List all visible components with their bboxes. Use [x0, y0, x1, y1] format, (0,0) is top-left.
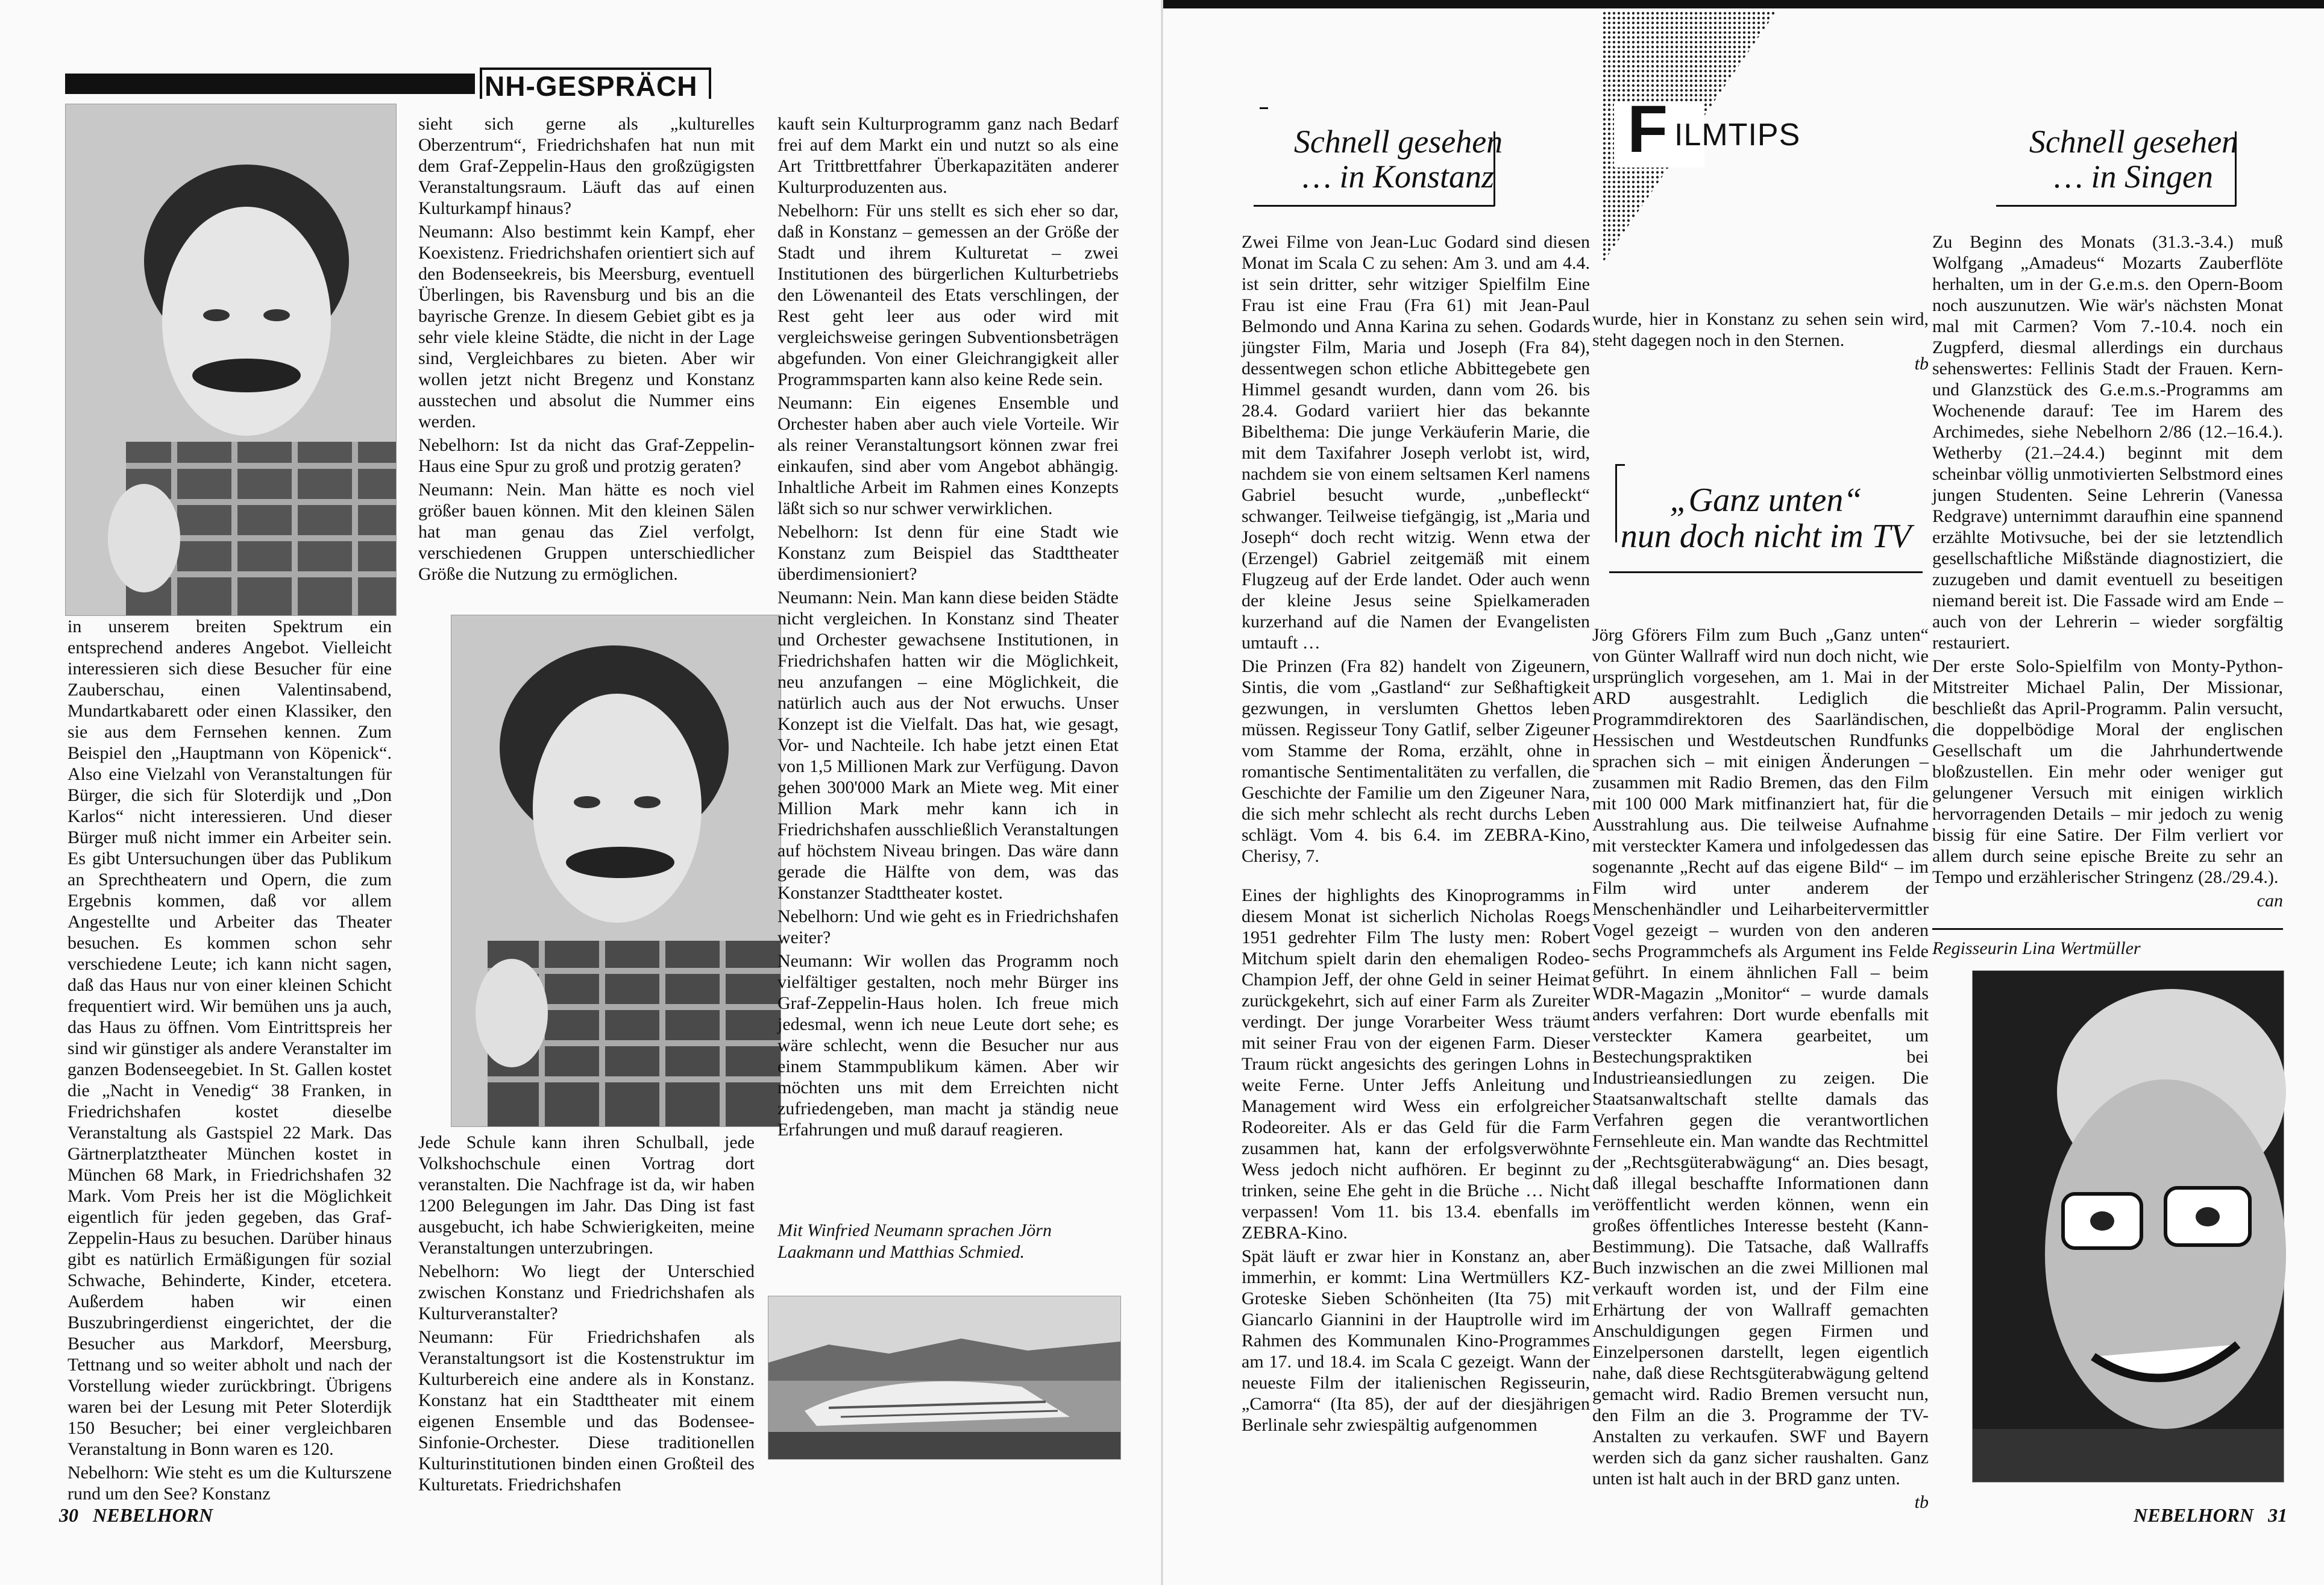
- wertmueller-photo-image: [1973, 971, 2284, 1482]
- top-edge-bar: [1163, 0, 2324, 8]
- portrait-photo-bottom-image: [451, 615, 780, 1126]
- paragraph: Neumann: Für Friedrichshafen als Veranstaltungsort ist die Kostenstruktur im Kulturbereich eine andere als in Konstanz. Konstanz hat ein Stadttheater mit einem eigenen Ensemble und das Bodensee-Sinfonie-Orchester. Diese traditionellen Kulturinstitutionen binden einen Großteil des Kulturetats. Friedrichshafen: [418, 1327, 755, 1495]
- paragraph: wurde, hier in Konstanz zu sehen sein wird, steht dagegen noch in den Sternen.: [1592, 309, 1929, 350]
- singen-head-underline: [1996, 205, 2236, 207]
- right-column-singen: [1932, 231, 2283, 918]
- right-column-b-top: [1592, 309, 1929, 375]
- paragraph: Nebelhorn: Ist denn für eine Stadt wie Konstanz zum Beispiel das Stadttheater überdimensioniert?: [777, 522, 1119, 584]
- singen-head-line2: … in Singen: [2054, 158, 2213, 195]
- paragraph: Jede Schule kann ihren Schulball, jede Volkshochschule einen Vortrag dort veranstalten. Die Nachfrage ist da, wir haben 1200 Belegungen im Jahr. Das Ding ist fast ausgebucht, ich habe Schwierigkeiten, meine Veranstaltungen unterzubringen.: [418, 1132, 755, 1258]
- photo-caption: Regisseurin Lina Wertmüller: [1932, 938, 2141, 958]
- page-number-left: 30: [59, 1504, 78, 1526]
- paragraph: Neumann: Nein. Man kann diese beiden Städte nicht vergleichen. In Konstanz sind Theater und Orchester gewachsene Institutionen, in Friedrichshafen hatten wir die Möglichkeit, neu anzufangen – eine Möglichkeit, die natürlich auch aus der Not erwuchs. Unser Konzept ist die Vielfalt. Das hat, wie gesagt, Vor- und Nachteile. Ich habe jetzt einen Etat von 1,5 Millionen Mark zur Verfügung. Davon gehen 300'000 Mark an Miete weg. Mit einer Million Mark mehr kann ich in Friedrichshafen ausschließlich Veranstaltungen auf höchstem Niveau bringen. Das wäre dann gerade die Hälfte von dem, was das Konstanzer Stadttheater kostet.: [777, 588, 1119, 903]
- konstanz-head: [1266, 124, 1531, 194]
- paragraph: in unserem breiten Spektrum ein entsprechend anderes Angebot. Vielleicht interessieren sich diese Besucher für eine Zauberschau, einen Valentinsabend, Mundartkabarett oder einen Klassiker, den sie aus dem Fernsehen kennen. Zum Beispiel den „Hauptmann von Köpenick“. Also eine Vielzahl von Veranstaltungen für Bürger, die sich für Sloterdijk und „Don Karlos“ nicht interessieren. Und dieser Bürger muß nicht immer ein Arbeiter sein. Es gibt Untersuchungen über das Publikum an Sprechtheatern und Opern, die zum Ergebnis kommen, daß vor allem Angestellte und Arbeiter das Theater besuchen. Es kommen schon sehr verschiedene Leute; ich kann nicht sagen, daß das Haus nur von einer kleinen Schicht frequentiert wird. Wir bemühen uns ja auch, das Haus zu öffnen. Vom Eintrittspreis her sind wir günstiger als andere Veranstalter im ganzen Bodenseegebiet. In St. Gallen kostet die „Nacht in Venedig“ 38 Franken, in Friedrichshafen kostet dieselbe Veranstaltung als Gastspiel 22 Mark. Das Gärtnerplatztheater München kostet in München 68 Mark, in Friedrichshafen 32 Mark. Vom Preis her ist die Möglichkeit eigentlich für jeden gegeben, das Graf-Zeppelin-Haus zu besuchen. Darüber hinaus gibt es natürlich Ermäßigungen für sozial Schwache, Behinderte, Kinder, etcetera. Außerdem haben wir einen Buszubringerdienst eingerichtet, der die Besucher aus Markdorf, Meersburg, Tettnang und so weiter abholt und nach der Vorstellung wieder zurückbringt. Übrigens waren bei der Lesung mit Peter Sloterdijk 150 Besucher; bei einer vergleichbaren Veranstaltung in Bonn waren es 120.: [68, 617, 392, 1459]
- signature-tb-1: tb: [1914, 354, 1929, 374]
- singen-head-rule: [2235, 131, 2237, 206]
- paragraph: Nebelhorn: Wie steht es um die Kulturszene rund um den See? Konstanz: [68, 1463, 392, 1504]
- konstanz-head-line1: Schnell gesehen: [1293, 124, 1503, 160]
- interview-credit: Mit Winfried Neumann sprachen Jörn Laakmann und Matthias Schmied.: [777, 1220, 1052, 1262]
- filmtips-initial: F: [1627, 92, 1668, 166]
- section-banner: [65, 67, 711, 102]
- section-label: NH-GESPRÄCH: [485, 71, 698, 102]
- left-column-1: [68, 616, 392, 1504]
- signature-tb-2: tb: [1914, 1492, 1929, 1512]
- wertmueller-photo: [1972, 970, 2284, 1483]
- magazine-name-left: NEBELHORN: [93, 1504, 213, 1526]
- tv-head: [1603, 482, 1929, 554]
- footer-right: [2134, 1504, 2287, 1527]
- tv-head-underline: [1609, 571, 1923, 573]
- paragraph: Neumann: Also bestimmt kein Kampf, eher Koexistenz. Friedrichshafen orientiert sich auf den Bodenseekreis, bis Meersburg, eventuell Überlingen, bis Ravensburg und bis an die bayrische Grenze. In diesem Gebiet gibt es ja sehr viele kleine Städte, die nicht in der Lage sind, Vergleichbares zu bieten. Aber wir wollen jetzt nicht Bregenz und Konstanz ausstechen und absolut die Nummer eins werden.: [418, 222, 755, 432]
- portrait-photo-bottom: [451, 615, 781, 1127]
- page-number-right: 31: [2268, 1504, 2288, 1526]
- paragraph: Die Prinzen (Fra 82) handelt von Zigeunern, Sintis, die vom „Gastland“ zur Seßhaftigkeit gezwungen, in verslumten Ghettos leben müssen. Regisseur Tony Gatlif, selber Zigeuner vom Stamme der Roma, erzählt, ohne in romantische Sentimentalitäten zu verfallen, die Geschichte der Familie um den Zigeuner Nara, die sich mehr schlecht als recht durchs Leben schlägt. Vom 4. bis 6.4. im ZEBRA-Kino, Cherisy, 7.: [1242, 656, 1590, 866]
- paragraph: Jörg Gförers Film zum Buch „Ganz unten“ von Günter Wallraff wird nun doch nicht, wie ursprünglich vorgesehen, am 1. Mai in der ARD ausgestrahlt. Lediglich die Programmdirektoren des Saarländischen, Hessischen und Westdeutschen Rundfunks sprachen sich – mit einigen Änderungen – zusammen mit Radio Bremen, das den Film mit 100 000 Mark mitfinanziert hat, für die Ausstrahlung aus. Die teilweise Aufnahme mit versteckter Kamera und infolgedessen das sogenannte „Recht auf das eigene Bild“ – im Film wird unter anderem der Menschenhändler und Leiharbeitervermittler Vogel gezeigt – wurden von den anderen sechs Programmchefs als Argument ins Felde geführt. In einem ähnlichen Fall – beim WDR-Magazin „Monitor“ – wurde damals anders verfahren: Dort wurde ebenfalls mit versteckter Kamera gearbeitet, um Bestechungspraktiken bei Industrieansiedlungen zu zeigen. Die Staatsanwaltschaft stellte damals das Verfahren gegen die verantwortlichen Fernsehleute ein. Man wandte das Rechtmittel der „Rechtsgüterabwägung“ an. Dies besagt, daß illegal beschaffte Informationen dann veröffentlicht werden können, wenn ein großes öffentliches Interesse besteht (Kann-Bestimmung). Die Tatsache, daß Wallraffs Buch inzwischen an die zwei Millionen mal verkauft worden ist, und der Film eine Erhärtung der von Wallraff gemachten Anschuldigungen gegen Firmen und Einzelpersonen darstellt, legen eigentlich nahe, daß diese Rechtsgüterabwägung geltend gemacht wird. Radio Bremen versucht nun, den Film an die 3. Programme der TV-Anstalten zu verkaufen. SWF und Bayern werden sich da ganz sicher raushalten. Ganz unten ist halt auch in der BRD ganz unten.: [1592, 625, 1929, 1489]
- left-column-2-bottom: [418, 1132, 755, 1495]
- singen-head: [2001, 124, 2266, 194]
- building-photo-image: [768, 1296, 1120, 1459]
- spine: [1161, 0, 1163, 1585]
- paragraph: Nebelhorn: Ist da nicht das Graf-Zeppelin-Haus eine Spur zu groß und protzig geraten?: [418, 435, 755, 476]
- head-corner-tl: [1260, 107, 1268, 109]
- filmtips-title: ILMTIPS: [1674, 118, 1801, 152]
- paragraph: sieht sich gerne als „kulturelles Oberzentrum“, Friedrichshafen hat nun mit dem Graf-Zeppelin-Haus den großzügigsten Veranstaltungsraum. Läuft das auf einen Kulturkampf hinaus?: [418, 114, 755, 218]
- right-column-tv: [1592, 624, 1929, 1512]
- signature-can: can: [2256, 891, 2283, 911]
- footer-left: [59, 1504, 213, 1527]
- paragraph: kauft sein Kulturprogramm ganz nach Bedarf frei auf dem Markt ein und nutzt so als eine Art Trittbrettfahrer Überkapazitäten anderer Kulturproduzenten aus.: [777, 114, 1119, 197]
- tv-head-line2: nun doch nicht im TV: [1620, 518, 1912, 555]
- konstanz-head-line2: … in Konstanz: [1302, 158, 1495, 195]
- paragraph: Neumann: Wir wollen das Programm noch vielfältiger gestalten, noch mehr Bürger ins Graf-Zeppelin-Haus holen. Ich freue mich jedesmal, wenn ich neue Leute dort sehe; es wäre schlecht, wenn die Besucher nur aus einem Stammpublikum kämen. Aber wir möchten uns mit dem Erreichten nicht zufriedengeben, man macht ja ständig neue Erfahrungen und muß darauf reagieren.: [777, 951, 1119, 1140]
- paragraph: Zwei Filme von Jean-Luc Godard sind diesen Monat im Scala C zu sehen: Am 3. und am 4.4. ist sein dritter, sehr witziger Spielfilm Eine Frau ist eine Frau (Fra 61) mit Jean-Paul Belmondo und Anna Karina zu sehen. Godards jüngster Film, Maria und Joseph (Fra 84), dessentwegen schon etliche Abbittegebete gen Himmel gesandt wurden, dann vom 26. bis 28.4. Godard variiert hier das bekannte Bibelthema: Die junge Verkäuferin Marie, die mit dem Taxifahrer Joseph verlobt ist, wird, nachdem sie von einem seltsamen Kerl namens Gabriel besucht wurde, „unbefleckt“ schwanger. Teilweise tiefgängig, ist „Maria und Joseph“ doch recht witzig. Wenn etwa der (Erzengel) Gabriel zeitgemäß mit einem Flugzeug auf der Erde landet. Oder auch wenn der kleine Jesus seine Spielkameraden kurzerhand auf die Namen der Evangelisten umtauft …: [1242, 232, 1590, 653]
- right-column-konstanz: [1242, 231, 1590, 1467]
- caption-divider: [1932, 928, 2283, 930]
- portrait-photo-top-image: [66, 104, 396, 615]
- paragraph: Neumann: Nein. Man hätte es noch viel größer bauen können. Mit den kleinen Sälen hat man genau das Ziel verfolgt, verschiedenen Gruppen unterschiedlicher Größe die Nutzung zu ermöglichen.: [418, 480, 755, 584]
- paragraph: Spät läuft er zwar hier in Konstanz an, aber immerhin, er kommt: Lina Wertmüllers KZ-Groteske Sieben Schönheiten (Ita 75) mit Giancarlo Giannini in der Hauptrolle wird im Rahmen des Kommunalen Kino-Programmes am 17. und 18.4. im Scala C gezeigt. Wann der neueste Film der italienischen Regisseurin, „Camorra“ (Ita 85), der auf der diesjährigen Berlinale sehr zwiespältig aufgenommen: [1242, 1246, 1590, 1435]
- paragraph: Neumann: Ein eigenes Ensemble und Orchester haben aber auch viele Vorteile. Wir als reiner Veranstaltungsort können zwar frei einkaufen, sind aber vom Angebot abhängig. Inhaltliche Arbeit im Rahmen eines Konzepts läßt sich so nur schwer verwirklichen.: [777, 393, 1119, 518]
- konstanz-head-underline: [1254, 205, 1495, 207]
- left-column-3: [777, 113, 1119, 1234]
- singen-head-line1: Schnell gesehen: [2029, 124, 2238, 160]
- paragraph: Nebelhorn: Für uns stellt es sich eher so dar, daß in Konstanz – gemessen an der Größe der Stadt und ihrem Kulturetat – zwei Institutionen des bürgerlichen Kulturbetriebs den Löwenanteil des Etats verschlingen, der Rest geht leer aus oder wird mit vergleichsweise geringen Subventionsbeträgen abgefunden. Von einer Gleichrangigkeit aller Programmsparten kann also keine Rede sein.: [777, 201, 1119, 389]
- paragraph: Nebelhorn: Und wie geht es in Friedrichshafen weiter?: [777, 906, 1119, 947]
- paragraph: Der erste Solo-Spielfilm von Monty-Python-Mitstreiter Michael Palin, Der Missionar, beschließt das April-Programm. Palin versucht, die doppelbödige Moral der englischen Gesellschaft um die Jahrhundertwende bloßzustellen. Ein mehr oder weniger gut gelungener Versuch mit einigen wirklich hervorragenden Details – mir jedoch zu wenig bissig für eine Satire. Der Film verliert vor allem durch seine epische Breite zu sehr an Tempo und erzählerischer Stringenz (28./29.4.).: [1932, 656, 2283, 887]
- paragraph: Zu Beginn des Monats (31.3.-3.4.) muß Wolfgang „Amadeus“ Mozarts Zauberflöte herhalten, um in der G.e.m.s. den Opern-Boom noch auszunutzen. Wie wär's nächsten Monat mal mit Carmen? Vom 7.-10.4. noch ein Zugpferd, diesmal allerdings ein durchaus sehenswertes: Fellinis Stadt der Frauen. Kern- und Glanzstück des G.e.m.s.-Programms am Wochenende darauf: Tee im Harem des Archimedes, siehe Nebelhorn 2/86 (12.–16.4.). Wetherby (21.–24.4.) beginnt mit dem scheinbar völlig unmotivierten Selbstmord eines jungen Studenten. Seine Lehrerin (Vanessa Redgrave) unternimmt daraufhin eine spannend erzählte Motivsuche, bei der sie letztendlich gesellschaftliche Mißstände diagnostiziert, die zuzugeben und damit eventuell zu beseitigen niemand bereit ist. Die Fassade wird am Ende – auch von der Lehrerin – wieder sorgfältig restauriert.: [1932, 232, 2283, 653]
- left-column-2-top: [418, 113, 755, 607]
- banner-bar: [65, 74, 475, 94]
- paragraph: Nebelhorn: Wo liegt der Unterschied zwischen Konstanz und Friedrichshafen als Kulturveranstalter?: [418, 1261, 755, 1323]
- konstanz-head-rule: [1493, 131, 1495, 206]
- building-photo: [768, 1296, 1121, 1460]
- tv-head-line1: „Ganz unten“: [1669, 482, 1862, 519]
- paragraph: Eines der highlights des Kinoprogramms in diesem Monat ist sicherlich Nicholas Roegs 1951 gedrehter Film The lusty men: Robert Mitchum spielt darin den ehemaligen Rodeo-Champion Jeff, der ohne Geld in seiner Heimat zurückgekehrt, sich auf einer Farm als Zureiter verdingt. Der junge Vorarbeiter Wess träumt mit seiner Frau von der eigenen Farm. Dieser Traum rückt angesichts des geringen Lohns in weite Ferne. Unter Jeffs Anleitung und Management wird Wess ein erfolgreicher Rodeoreiter. Als er das Geld für die Farm zusammen hat, kann der erfolgsverwöhnte Wess jedoch nicht aufhören. Er beginnt zu trinken, seine Ehe geht in die Brüche … Nicht verpassen! Vom 11. bis 13.4. ebenfalls im ZEBRA-Kino.: [1242, 885, 1590, 1243]
- magazine-name-right: NEBELHORN: [2134, 1504, 2254, 1526]
- portrait-photo-top: [65, 104, 397, 616]
